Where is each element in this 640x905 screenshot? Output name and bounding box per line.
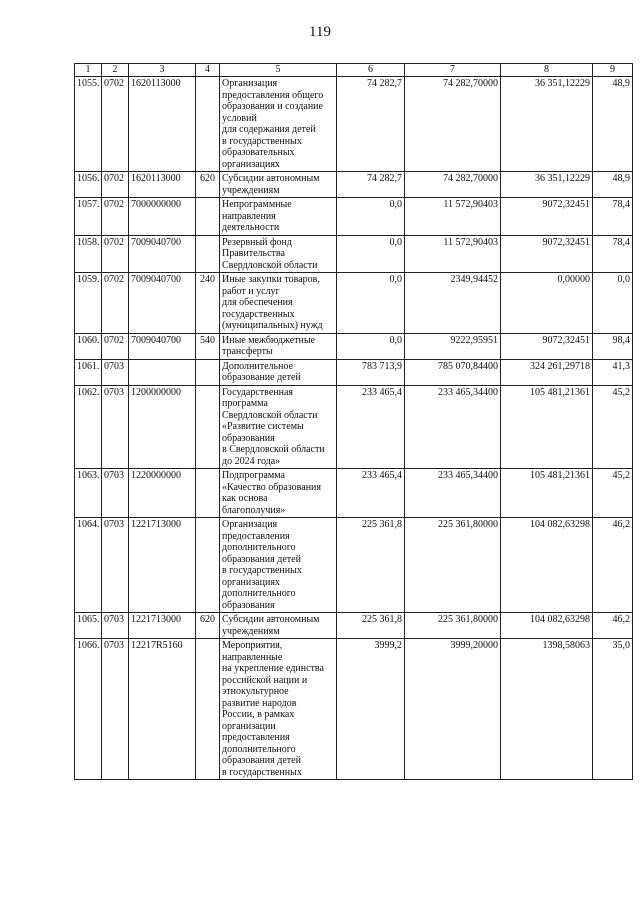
item-name-cell: Подпрограмма «Качество образования как основа благополучия» (220, 469, 337, 518)
expense-type-cell (196, 198, 220, 236)
section-code-cell: 0703 (102, 359, 129, 385)
section-code-cell: 0703 (102, 613, 129, 639)
table-row (75, 77, 633, 172)
executed-amount-cell: 104 082,63298 (501, 518, 593, 613)
executed-amount-cell: 9072,32451 (501, 333, 593, 359)
target-article-cell: 1221713000 (129, 518, 196, 613)
section-code-cell: 0702 (102, 273, 129, 334)
row-number-cell: 1064. (75, 518, 102, 613)
refined-amount-cell: 11 572,90403 (405, 235, 501, 273)
item-name-cell: Резервный фонд Правительства Свердловской области (220, 235, 337, 273)
execution-percent-cell: 35,0 (593, 639, 633, 780)
target-article-cell: 7000000000 (129, 198, 196, 236)
expense-type-cell (196, 385, 220, 469)
approved-amount-cell: 783 713,9 (337, 359, 405, 385)
item-name-cell: Иные межбюджетные трансферты (220, 333, 337, 359)
item-name-cell: Непрограммные направления деятельности (220, 198, 337, 236)
table-row (75, 385, 633, 469)
execution-percent-cell: 46,2 (593, 518, 633, 613)
expense-type-cell (196, 359, 220, 385)
executed-amount-cell: 105 481,21361 (501, 385, 593, 469)
expense-type-cell: 240 (196, 273, 220, 334)
target-article-cell: 7009040700 (129, 273, 196, 334)
table-row (75, 235, 633, 273)
expense-type-cell (196, 639, 220, 780)
execution-percent-cell: 48,9 (593, 172, 633, 198)
execution-percent-cell: 48,9 (593, 77, 633, 172)
header-cell: 7 (405, 64, 501, 77)
expense-type-cell (196, 469, 220, 518)
refined-amount-cell: 3999,20000 (405, 639, 501, 780)
execution-percent-cell: 78,4 (593, 198, 633, 236)
row-number-cell: 1062. (75, 385, 102, 469)
item-name-cell: Организация предоставления общего образования и создание условий для содержания детей в государственных образовательных организациях (220, 77, 337, 172)
refined-amount-cell: 225 361,80000 (405, 613, 501, 639)
approved-amount-cell: 225 361,8 (337, 613, 405, 639)
row-number-cell: 1059. (75, 273, 102, 334)
approved-amount-cell: 233 465,4 (337, 385, 405, 469)
approved-amount-cell: 74 282,7 (337, 172, 405, 198)
target-article-cell: 12217R5160 (129, 639, 196, 780)
refined-amount-cell: 74 282,70000 (405, 77, 501, 172)
header-cell: 4 (196, 64, 220, 77)
row-number-cell: 1058. (75, 235, 102, 273)
approved-amount-cell: 233 465,4 (337, 469, 405, 518)
header-cell: 3 (129, 64, 196, 77)
executed-amount-cell: 36 351,12229 (501, 172, 593, 198)
refined-amount-cell: 225 361,80000 (405, 518, 501, 613)
section-code-cell: 0703 (102, 469, 129, 518)
table-row (75, 639, 633, 780)
refined-amount-cell: 9222,95951 (405, 333, 501, 359)
target-article-cell (129, 359, 196, 385)
table-row (75, 273, 633, 334)
executed-amount-cell: 9072,32451 (501, 235, 593, 273)
expense-type-cell: 620 (196, 172, 220, 198)
executed-amount-cell: 36 351,12229 (501, 77, 593, 172)
approved-amount-cell: 225 361,8 (337, 518, 405, 613)
expense-type-cell (196, 77, 220, 172)
executed-amount-cell: 1398,58063 (501, 639, 593, 780)
execution-percent-cell: 45,2 (593, 469, 633, 518)
section-code-cell: 0702 (102, 333, 129, 359)
row-number-cell: 1056. (75, 172, 102, 198)
item-name-cell: Дополнительное образование детей (220, 359, 337, 385)
section-code-cell: 0702 (102, 172, 129, 198)
item-name-cell: Мероприятия, направленные на укрепление единства российской нации и этнокультурное развитие народов России, в рамках организации предоставления дополнительного образования детей в государственных (220, 639, 337, 780)
expense-type-cell: 620 (196, 613, 220, 639)
row-number-cell: 1065. (75, 613, 102, 639)
row-number-cell: 1057. (75, 198, 102, 236)
header-cell: 9 (593, 64, 633, 77)
row-number-cell: 1063. (75, 469, 102, 518)
table-row (75, 172, 633, 198)
table-header-row (75, 64, 633, 77)
refined-amount-cell: 785 070,84400 (405, 359, 501, 385)
section-code-cell: 0702 (102, 198, 129, 236)
row-number-cell: 1066. (75, 639, 102, 780)
item-name-cell: Иные закупки товаров, работ и услуг для обеспечения государственных (муниципальных) нужд (220, 273, 337, 334)
row-number-cell: 1060. (75, 333, 102, 359)
execution-percent-cell: 98,4 (593, 333, 633, 359)
item-name-cell: Субсидии автономным учреждениям (220, 613, 337, 639)
refined-amount-cell: 74 282,70000 (405, 172, 501, 198)
section-code-cell: 0703 (102, 385, 129, 469)
executed-amount-cell: 105 481,21361 (501, 469, 593, 518)
target-article-cell: 1221713000 (129, 613, 196, 639)
item-name-cell: Государственная программа Свердловской области «Развитие системы образования в Свердловской области до 2024 года» (220, 385, 337, 469)
approved-amount-cell: 0,0 (337, 273, 405, 334)
target-article-cell: 7009040700 (129, 333, 196, 359)
item-name-cell: Организация предоставления дополнительного образования детей в государственных организациях дополнительного образования (220, 518, 337, 613)
executed-amount-cell: 104 082,63298 (501, 613, 593, 639)
execution-percent-cell: 41,3 (593, 359, 633, 385)
executed-amount-cell: 324 261,29718 (501, 359, 593, 385)
header-cell: 8 (501, 64, 593, 77)
execution-percent-cell: 45,2 (593, 385, 633, 469)
target-article-cell: 1620113000 (129, 172, 196, 198)
approved-amount-cell: 3999,2 (337, 639, 405, 780)
execution-percent-cell: 78,4 (593, 235, 633, 273)
section-code-cell: 0703 (102, 639, 129, 780)
executed-amount-cell: 0,00000 (501, 273, 593, 334)
header-cell: 6 (337, 64, 405, 77)
expense-type-cell (196, 518, 220, 613)
table-row (75, 333, 633, 359)
row-number-cell: 1061. (75, 359, 102, 385)
target-article-cell: 1200000000 (129, 385, 196, 469)
target-article-cell: 7009040700 (129, 235, 196, 273)
table-row (75, 359, 633, 385)
approved-amount-cell: 0,0 (337, 235, 405, 273)
table-row (75, 613, 633, 639)
approved-amount-cell: 74 282,7 (337, 77, 405, 172)
refined-amount-cell: 2349,94452 (405, 273, 501, 334)
execution-percent-cell: 0,0 (593, 273, 633, 334)
expense-type-cell (196, 235, 220, 273)
budget-table (74, 63, 633, 780)
header-cell: 1 (75, 64, 102, 77)
section-code-cell: 0702 (102, 235, 129, 273)
refined-amount-cell: 233 465,34400 (405, 469, 501, 518)
header-cell: 2 (102, 64, 129, 77)
section-code-cell: 0702 (102, 77, 129, 172)
approved-amount-cell: 0,0 (337, 333, 405, 359)
refined-amount-cell: 11 572,90403 (405, 198, 501, 236)
execution-percent-cell: 46,2 (593, 613, 633, 639)
expense-type-cell: 540 (196, 333, 220, 359)
item-name-cell: Субсидии автономным учреждениям (220, 172, 337, 198)
refined-amount-cell: 233 465,34400 (405, 385, 501, 469)
row-number-cell: 1055. (75, 77, 102, 172)
header-cell: 5 (220, 64, 337, 77)
table-row (75, 198, 633, 236)
target-article-cell: 1620113000 (129, 77, 196, 172)
approved-amount-cell: 0,0 (337, 198, 405, 236)
table-row (75, 469, 633, 518)
table-row (75, 518, 633, 613)
page-number: 119 (309, 24, 331, 40)
target-article-cell: 1220000000 (129, 469, 196, 518)
section-code-cell: 0703 (102, 518, 129, 613)
executed-amount-cell: 9072,32451 (501, 198, 593, 236)
